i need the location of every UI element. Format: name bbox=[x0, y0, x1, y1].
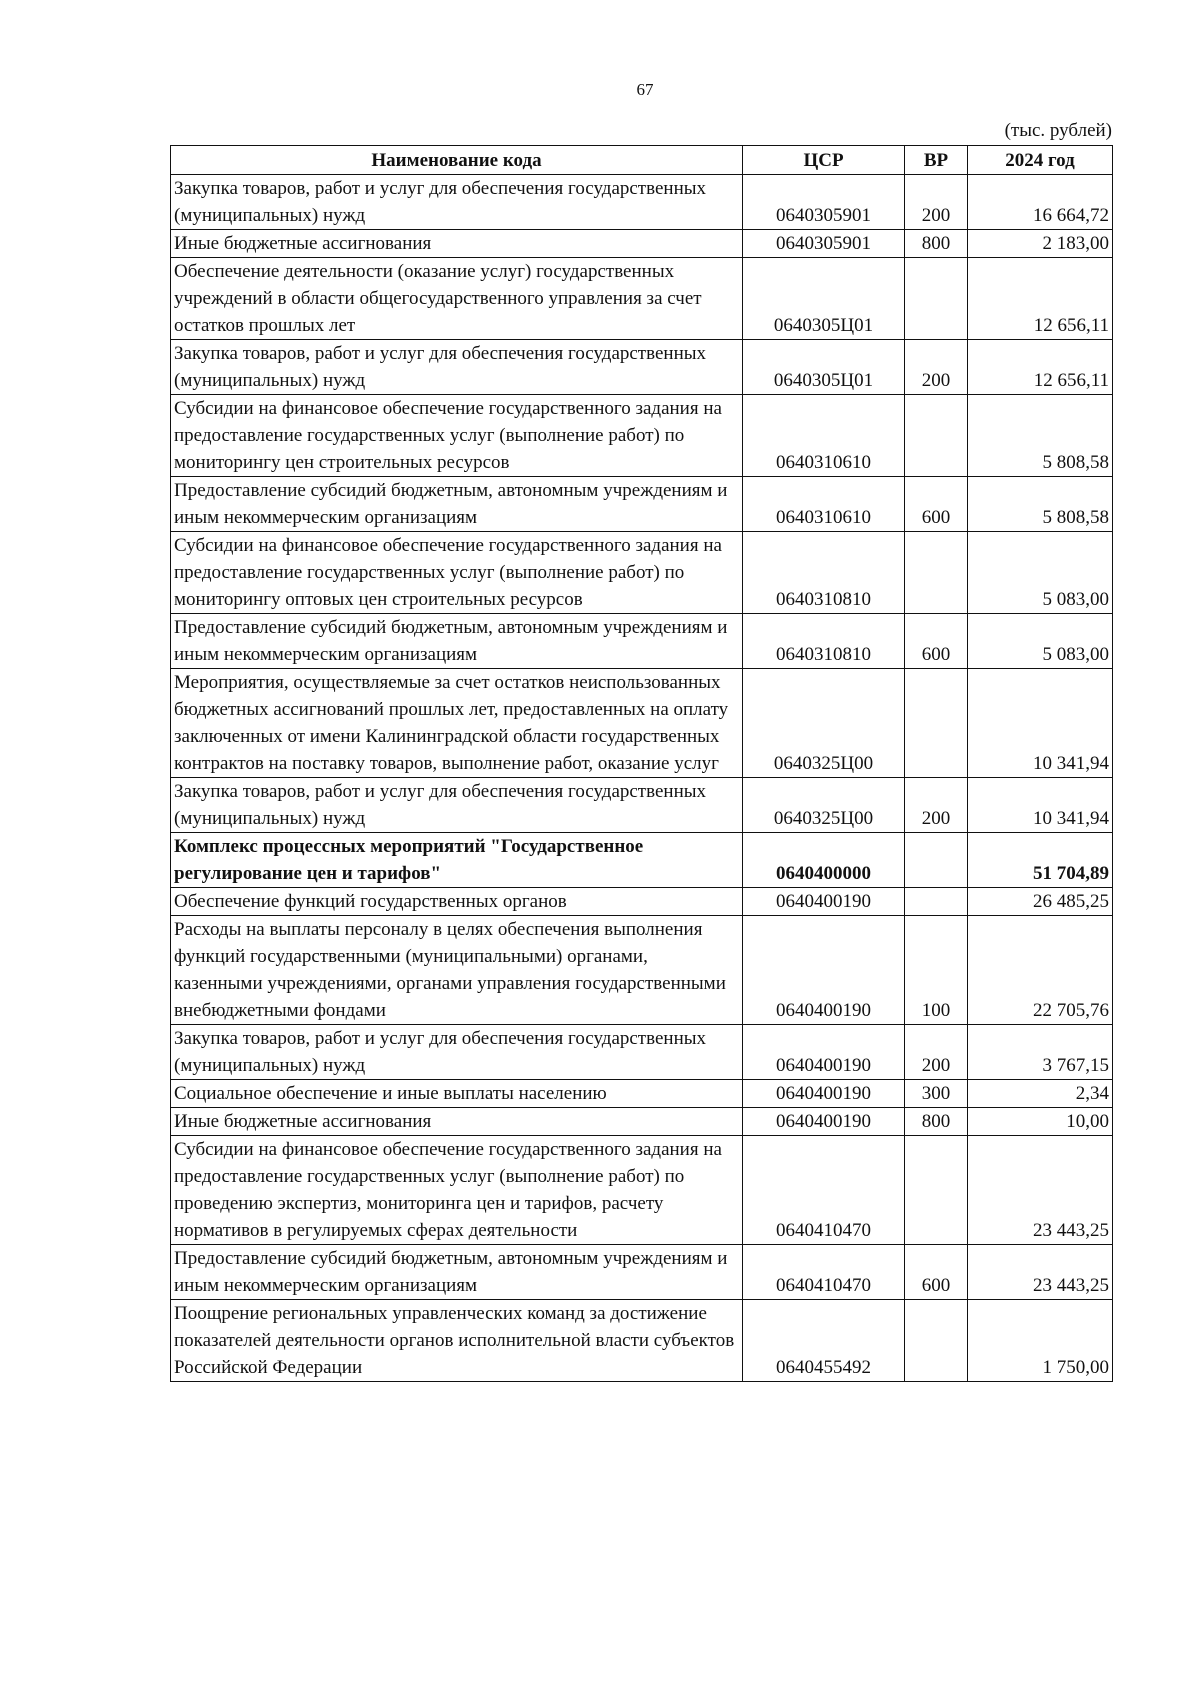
vr-cell bbox=[905, 1136, 968, 1245]
vr-cell bbox=[905, 888, 968, 916]
amount-cell: 5 808,58 bbox=[968, 477, 1113, 532]
code-cell: 0640310610 bbox=[743, 395, 905, 477]
amount-cell: 12 656,11 bbox=[968, 258, 1113, 340]
name-cell: Закупка товаров, работ и услуг для обеспечения государственных (муниципальных) нужд bbox=[171, 340, 743, 395]
vr-cell bbox=[905, 258, 968, 340]
code-cell: 0640400190 bbox=[743, 888, 905, 916]
name-cell: Расходы на выплаты персоналу в целях обеспечения выполнения функций государственными (муниципальными) органами, казенными учреждениями, органами управления государственными внебюджетными фондами bbox=[171, 916, 743, 1025]
code-cell: 0640400190 bbox=[743, 1108, 905, 1136]
units-label: (тыс. рублей) bbox=[1004, 120, 1112, 141]
amount-cell: 1 750,00 bbox=[968, 1300, 1113, 1382]
name-cell: Закупка товаров, работ и услуг для обеспечения государственных (муниципальных) нужд bbox=[171, 175, 743, 230]
amount-cell: 51 704,89 bbox=[968, 833, 1113, 888]
amount-cell: 10 341,94 bbox=[968, 669, 1113, 778]
name-cell: Предоставление субсидий бюджетным, автономным учреждениям и иным некоммерческим организациям bbox=[171, 477, 743, 532]
table-row bbox=[171, 340, 1113, 395]
name-cell: Субсидии на финансовое обеспечение государственного задания на предоставление государственных услуг (выполнение работ) по мониторингу цен строительных ресурсов bbox=[171, 395, 743, 477]
table-row bbox=[171, 1108, 1113, 1136]
amount-cell: 5 808,58 bbox=[968, 395, 1113, 477]
vr-cell bbox=[905, 395, 968, 477]
code-cell: 0640325Ц00 bbox=[743, 778, 905, 833]
table-row bbox=[171, 833, 1113, 888]
name-cell: Комплекс процессных мероприятий "Государственное регулирование цен и тарифов" bbox=[171, 833, 743, 888]
code-cell: 0640400190 bbox=[743, 1025, 905, 1080]
code-cell: 0640305Ц01 bbox=[743, 340, 905, 395]
code-cell: 0640310810 bbox=[743, 614, 905, 669]
code-cell: 0640410470 bbox=[743, 1136, 905, 1245]
table-row bbox=[171, 258, 1113, 340]
vr-cell: 200 bbox=[905, 175, 968, 230]
table-row bbox=[171, 614, 1113, 669]
code-cell: 0640310610 bbox=[743, 477, 905, 532]
table-row bbox=[171, 1080, 1113, 1108]
code-cell: 0640305901 bbox=[743, 175, 905, 230]
code-cell: 0640325Ц00 bbox=[743, 669, 905, 778]
amount-cell: 23 443,25 bbox=[968, 1245, 1113, 1300]
name-cell: Закупка товаров, работ и услуг для обеспечения государственных (муниципальных) нужд bbox=[171, 1025, 743, 1080]
name-cell: Закупка товаров, работ и услуг для обеспечения государственных (муниципальных) нужд bbox=[171, 778, 743, 833]
name-cell: Предоставление субсидий бюджетным, автономным учреждениям и иным некоммерческим организациям bbox=[171, 614, 743, 669]
amount-cell: 2 183,00 bbox=[968, 230, 1113, 258]
vr-cell: 600 bbox=[905, 477, 968, 532]
name-cell: Предоставление субсидий бюджетным, автономным учреждениям и иным некоммерческим организациям bbox=[171, 1245, 743, 1300]
vr-cell: 200 bbox=[905, 1025, 968, 1080]
vr-cell: 200 bbox=[905, 778, 968, 833]
vr-cell bbox=[905, 669, 968, 778]
code-cell: 0640400190 bbox=[743, 1080, 905, 1108]
table-row bbox=[171, 888, 1113, 916]
amount-cell: 2,34 bbox=[968, 1080, 1113, 1108]
table-row bbox=[171, 1136, 1113, 1245]
amount-cell: 10 341,94 bbox=[968, 778, 1113, 833]
amount-cell: 16 664,72 bbox=[968, 175, 1113, 230]
table-header-row bbox=[171, 146, 1113, 175]
header-year: 2024 год bbox=[968, 146, 1113, 175]
name-cell: Мероприятия, осуществляемые за счет остатков неиспользованных бюджетных ассигнований прошлых лет, предоставленных на оплату заключенных от имени Калининградской области государственных контрактов на поставку товаров, выполнение работ, оказание услуг bbox=[171, 669, 743, 778]
name-cell: Социальное обеспечение и иные выплаты населению bbox=[171, 1080, 743, 1108]
code-cell: 0640400000 bbox=[743, 833, 905, 888]
code-cell: 0640455492 bbox=[743, 1300, 905, 1382]
table-row bbox=[171, 477, 1113, 532]
amount-cell: 10,00 bbox=[968, 1108, 1113, 1136]
code-cell: 0640410470 bbox=[743, 1245, 905, 1300]
name-cell: Поощрение региональных управленческих команд за достижение показателей деятельности органов исполнительной власти субъектов Российской Федерации bbox=[171, 1300, 743, 1382]
amount-cell: 3 767,15 bbox=[968, 1025, 1113, 1080]
amount-cell: 5 083,00 bbox=[968, 614, 1113, 669]
amount-cell: 22 705,76 bbox=[968, 916, 1113, 1025]
code-cell: 0640400190 bbox=[743, 916, 905, 1025]
code-cell: 0640310810 bbox=[743, 532, 905, 614]
amount-cell: 23 443,25 bbox=[968, 1136, 1113, 1245]
header-csr: ЦСР bbox=[743, 146, 905, 175]
vr-cell: 100 bbox=[905, 916, 968, 1025]
vr-cell: 800 bbox=[905, 230, 968, 258]
table-row bbox=[171, 669, 1113, 778]
table-row bbox=[171, 1025, 1113, 1080]
table-row bbox=[171, 916, 1113, 1025]
name-cell: Иные бюджетные ассигнования bbox=[171, 230, 743, 258]
vr-cell: 600 bbox=[905, 1245, 968, 1300]
amount-cell: 5 083,00 bbox=[968, 532, 1113, 614]
code-cell: 0640305901 bbox=[743, 230, 905, 258]
amount-cell: 26 485,25 bbox=[968, 888, 1113, 916]
budget-table bbox=[170, 145, 1113, 1382]
header-vr: ВР bbox=[905, 146, 968, 175]
vr-cell: 600 bbox=[905, 614, 968, 669]
table-row bbox=[171, 532, 1113, 614]
table-row bbox=[171, 1245, 1113, 1300]
vr-cell bbox=[905, 1300, 968, 1382]
header-name: Наименование кода bbox=[171, 146, 743, 175]
vr-cell: 200 bbox=[905, 340, 968, 395]
vr-cell: 300 bbox=[905, 1080, 968, 1108]
vr-cell bbox=[905, 833, 968, 888]
table-row bbox=[171, 230, 1113, 258]
name-cell: Обеспечение функций государственных органов bbox=[171, 888, 743, 916]
name-cell: Обеспечение деятельности (оказание услуг) государственных учреждений в области общегосударственного управления за счет остатков прошлых лет bbox=[171, 258, 743, 340]
vr-cell bbox=[905, 532, 968, 614]
name-cell: Субсидии на финансовое обеспечение государственного задания на предоставление государственных услуг (выполнение работ) по проведению экспертиз, мониторинга цен и тарифов, расчету нормативов в регулируемых сферах деятельности bbox=[171, 1136, 743, 1245]
vr-cell: 800 bbox=[905, 1108, 968, 1136]
table-row bbox=[171, 1300, 1113, 1382]
table-row bbox=[171, 395, 1113, 477]
name-cell: Иные бюджетные ассигнования bbox=[171, 1108, 743, 1136]
page-number: 67 bbox=[636, 80, 654, 99]
name-cell: Субсидии на финансовое обеспечение государственного задания на предоставление государственных услуг (выполнение работ) по мониторингу оптовых цен строительных ресурсов bbox=[171, 532, 743, 614]
table-row bbox=[171, 778, 1113, 833]
table-row bbox=[171, 175, 1113, 230]
code-cell: 0640305Ц01 bbox=[743, 258, 905, 340]
table-body bbox=[171, 175, 1113, 1382]
amount-cell: 12 656,11 bbox=[968, 340, 1113, 395]
